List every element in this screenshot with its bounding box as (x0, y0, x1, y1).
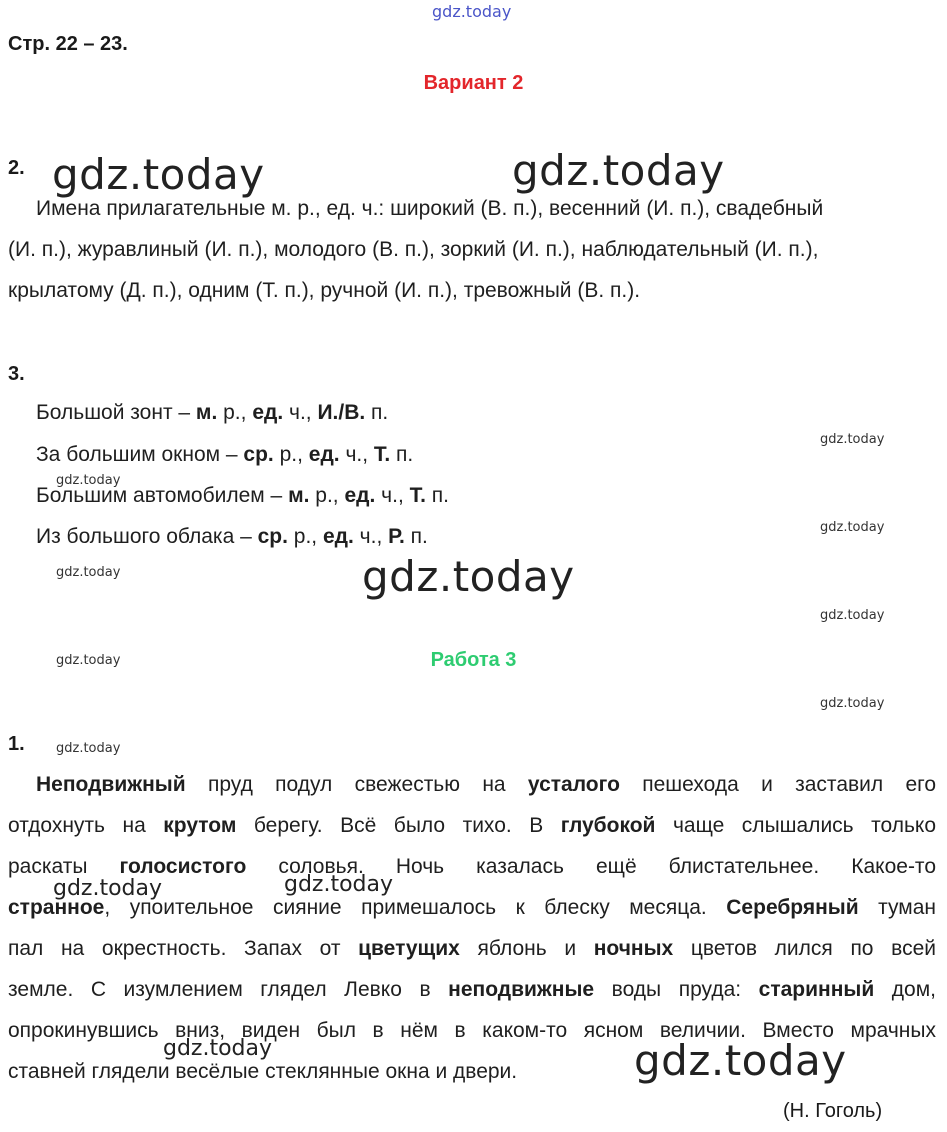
watermark-big: gdz.today (512, 146, 725, 195)
phrase: Большим автомобилем – (36, 484, 289, 507)
number-suffix: ч., (353, 525, 389, 548)
adjective: усталого (527, 773, 620, 796)
task-2-number: 2. (8, 157, 25, 179)
text-segment: опрокинувшись вниз, виден был в нём в каком-то ясном величии. Вместо мрачных (8, 1019, 936, 1042)
case: Т. (409, 484, 426, 507)
task-1-line (8, 846, 936, 887)
task-3-row (36, 443, 413, 467)
gender: м. (195, 401, 218, 424)
number-suffix: ч., (375, 484, 410, 507)
watermark-medium: gdz.today (53, 876, 163, 901)
watermark-small: gdz.today (820, 608, 885, 623)
adjective: ночных (593, 937, 674, 960)
adjective: голосистого (119, 855, 247, 878)
task-3-row (36, 401, 388, 425)
case-suffix: п. (365, 401, 389, 424)
watermark-big: gdz.today (634, 1036, 847, 1085)
watermark-small: gdz.today (820, 520, 885, 535)
task-1-line (8, 928, 936, 969)
gender-suffix: р., (309, 484, 345, 507)
adjective: Серебряный (726, 896, 859, 919)
watermark-medium: gdz.today (163, 1036, 273, 1061)
text-segment: пешехода и заставил его (619, 773, 937, 796)
text-segment: пруд подул свежестью на (185, 773, 528, 796)
watermark-small: gdz.today (56, 741, 121, 756)
text-segment: ставней глядели весёлые стеклянные окна и двери. (8, 1060, 518, 1083)
task-1-line (8, 969, 936, 1010)
watermark-small: gdz.today (56, 565, 121, 580)
phrase: Из большого облака – (36, 525, 258, 548)
watermark-big: gdz.today (362, 552, 575, 601)
watermark-small: gdz.today (56, 473, 121, 488)
task-2-line: (И. п.), журавлиный (И. п.), молодого (В. п.), зоркий (И. п.), наблюдательный (И. п.), (8, 238, 819, 261)
text-segment: соловья. Ночь казалась ещё блистательнее. Какое-то (246, 855, 936, 878)
case-suffix: п. (425, 484, 449, 507)
author: (Н. Гоголь) (783, 1100, 883, 1122)
gender: ср. (243, 443, 274, 466)
text-segment: раскаты (8, 855, 120, 878)
watermark-small: gdz.today (56, 653, 121, 668)
case-suffix: п. (390, 443, 414, 466)
watermark-medium: gdz.today (284, 872, 394, 897)
text-segment: воды пруда: (594, 978, 759, 1001)
page-reference: Стр. 22 – 23. (8, 33, 128, 55)
adjective: старинный (758, 978, 875, 1001)
case: И./В. (317, 401, 366, 424)
text-segment: цветов лился по всей (673, 937, 936, 960)
adjective: странное (8, 896, 105, 919)
number-form: ед. (252, 401, 284, 424)
work-heading: Работа 3 (430, 649, 517, 671)
text-segment: дом, (874, 978, 937, 1001)
task-3-row (36, 525, 428, 549)
watermark-small: gdz.today (820, 696, 885, 711)
watermark-big: gdz.today (52, 150, 265, 199)
watermark-small: gdz.today (820, 432, 885, 447)
task-2-line: крылатому (Д. п.), одним (Т. п.), ручной (И. п.), тревожный (В. п.). (8, 279, 641, 302)
gender-suffix: р., (273, 443, 309, 466)
task-1-line (8, 1010, 936, 1051)
adjective: глубокой (560, 814, 656, 837)
phrase: Большой зонт – (36, 401, 196, 424)
gender: м. (288, 484, 310, 507)
number-suffix: ч., (283, 401, 318, 424)
task-3-number: 3. (8, 363, 25, 385)
number-form: ед. (308, 443, 340, 466)
watermark-top: gdz.today (432, 2, 512, 21)
text-segment: чаще слышались только (655, 814, 937, 837)
phrase: За большим окном – (36, 443, 244, 466)
adjective: неподвижные (448, 978, 595, 1001)
number-form: ед. (344, 484, 376, 507)
task-1-line (8, 805, 936, 846)
task-1-line (36, 764, 936, 805)
variant-heading: Вариант 2 (423, 72, 524, 94)
adjective: цветущих (358, 937, 460, 960)
gender-suffix: р., (287, 525, 323, 548)
task-1-number: 1. (8, 733, 25, 755)
task-2-line: Имена прилагательные м. р., ед. ч.: широкий (В. п.), весенний (И. п.), свадебный (36, 197, 824, 220)
text-segment: земле. С изумлением глядел Левко в (8, 978, 449, 1001)
task-1-line (8, 1051, 936, 1092)
case: Т. (373, 443, 391, 466)
adjective: крутом (163, 814, 237, 837)
text-segment: туман (858, 896, 936, 919)
task-1-line (8, 887, 936, 928)
text-segment: пал на окрестность. Запах от (8, 937, 359, 960)
number-suffix: ч., (339, 443, 374, 466)
case-suffix: п. (404, 525, 428, 548)
number-form: ед. (322, 525, 354, 548)
text-segment: яблонь и (459, 937, 594, 960)
text-segment: отдохнуть на (8, 814, 164, 837)
adjective: Неподвижный (36, 773, 186, 796)
gender: ср. (257, 525, 288, 548)
task-3-row (36, 484, 449, 508)
gender-suffix: р., (217, 401, 253, 424)
text-segment: берегу. Всё было тихо. В (236, 814, 561, 837)
text-segment: , упоительное сияние примешалось к блеску месяца. (104, 896, 727, 919)
case: Р. (388, 525, 405, 548)
